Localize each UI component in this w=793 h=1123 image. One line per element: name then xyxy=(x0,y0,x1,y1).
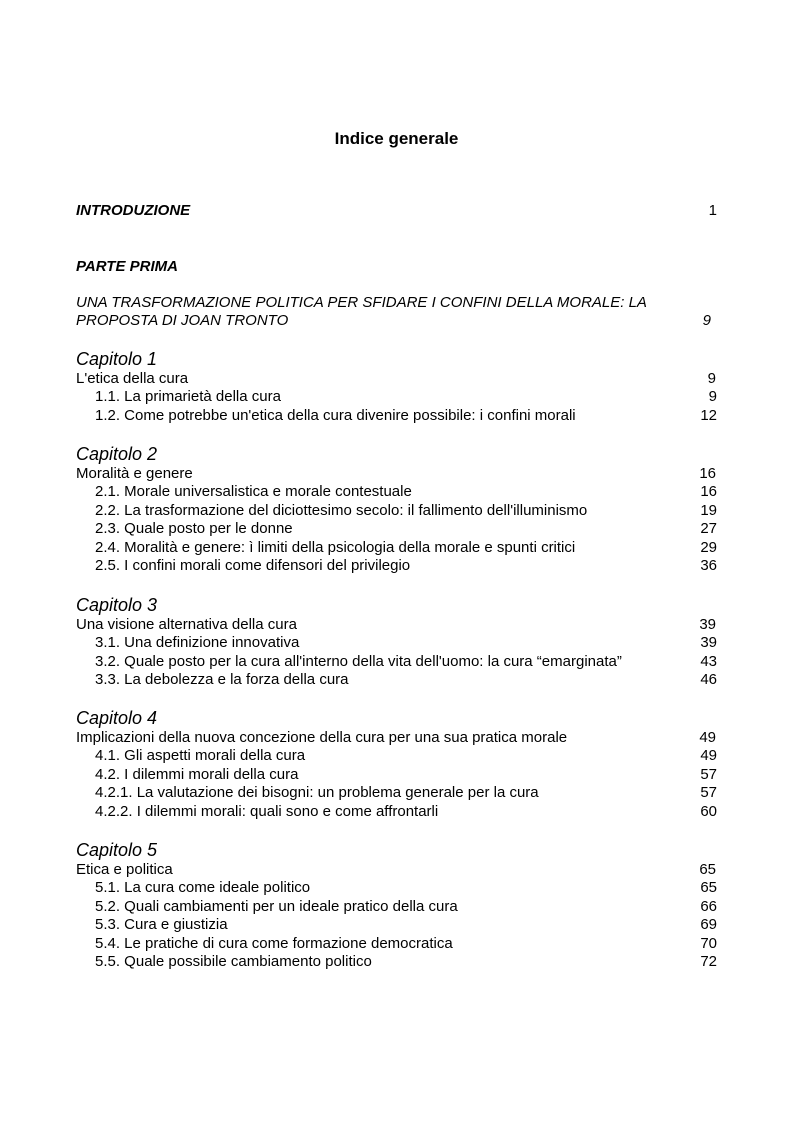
chapter-page: 65 xyxy=(699,861,716,878)
chapter-page: 9 xyxy=(707,370,716,387)
toc-page-introduzione: 1 xyxy=(708,202,717,219)
section-page: 72 xyxy=(700,953,717,970)
section-entry[interactable]: 1.2. Come potrebbe un'etica della cura divenire possibile: i confini morali xyxy=(95,406,576,424)
section-entry[interactable]: 5.2. Quali cambiamenti per un ideale pratico della cura xyxy=(95,897,458,915)
chapter-title[interactable]: L'etica della cura xyxy=(76,370,189,387)
chapter-heading: Capitolo 1 xyxy=(76,349,158,369)
toc-entry-introduzione[interactable]: INTRODUZIONE xyxy=(76,202,191,219)
section-entry[interactable]: 5.3. Cura e giustizia xyxy=(95,916,228,934)
page-title: Indice generale xyxy=(334,129,459,148)
section-entry[interactable]: 3.1. Una definizione innovativa xyxy=(95,634,300,652)
chapter-title[interactable]: Etica e politica xyxy=(76,861,173,878)
section-entry[interactable]: 3.2. Quale posto per la cura all'interno della vita dell'uomo: la cura “emarginata” xyxy=(95,652,622,670)
part-heading: PARTE PRIMA xyxy=(76,258,178,275)
chapter-title[interactable]: Una visione alternativa della cura xyxy=(76,616,297,633)
chapter-heading: Capitolo 4 xyxy=(76,708,158,728)
chapter-title[interactable]: Implicazioni della nuova concezione della cura per una sua pratica morale xyxy=(76,729,568,746)
section-entry[interactable]: 3.3. La debolezza e la forza della cura xyxy=(95,671,349,689)
chapter-page: 39 xyxy=(699,616,716,633)
chapter-page: 16 xyxy=(699,465,716,482)
section-page: 57 xyxy=(700,784,717,802)
part-title-line2[interactable]: PROPOSTA DI JOAN TRONTO xyxy=(76,312,289,329)
section-page: 16 xyxy=(700,483,717,501)
section-entry[interactable]: 2.3. Quale posto per le donne xyxy=(95,520,293,538)
section-entry[interactable]: 4.2.2. I dilemmi morali: quali sono e come affrontarli xyxy=(95,802,439,820)
chapter-heading: Capitolo 5 xyxy=(76,840,158,860)
section-page: 46 xyxy=(700,671,717,689)
section-entry[interactable]: 1.1. La primarietà della cura xyxy=(95,388,281,406)
part-title-line1[interactable]: UNA TRASFORMAZIONE POLITICA PER SFIDARE I CONFINI DELLA MORALE: LA xyxy=(76,294,647,311)
section-entry[interactable]: 5.5. Quale possibile cambiamento politico xyxy=(95,953,372,970)
chapter-heading: Capitolo 2 xyxy=(76,444,158,464)
section-page: 66 xyxy=(700,897,717,915)
section-page: 36 xyxy=(700,557,717,574)
section-entry[interactable]: 4.1. Gli aspetti morali della cura xyxy=(95,747,306,765)
section-page: 49 xyxy=(700,747,717,765)
section-entry[interactable]: 2.1. Morale universalistica e morale contestuale xyxy=(95,483,412,501)
section-page: 29 xyxy=(700,538,717,556)
section-entry[interactable]: 4.2.1. La valutazione dei bisogni: un problema generale per la cura xyxy=(95,784,539,802)
section-page: 70 xyxy=(700,934,717,952)
section-page: 39 xyxy=(700,634,717,652)
section-page: 60 xyxy=(700,802,717,820)
part-title-page: 9 xyxy=(702,312,711,329)
section-entry[interactable]: 2.4. Moralità e genere: ì limiti della psicologia della morale e spunti critici xyxy=(95,538,576,556)
section-entry[interactable]: 2.2. La trasformazione del diciottesimo secolo: il fallimento dell'illuminismo xyxy=(95,501,588,519)
section-page: 43 xyxy=(700,652,717,670)
section-page: 27 xyxy=(700,520,717,538)
chapter-page: 49 xyxy=(699,729,716,746)
section-entry[interactable]: 2.5. I confini morali come difensori del privilegio xyxy=(95,557,411,574)
section-entry[interactable]: 5.1. La cura come ideale politico xyxy=(95,879,311,897)
section-entry[interactable]: 4.2. I dilemmi morali della cura xyxy=(95,765,299,783)
section-page: 57 xyxy=(700,765,717,783)
chapter-heading: Capitolo 3 xyxy=(76,595,158,615)
section-page: 19 xyxy=(700,501,717,519)
section-entry[interactable]: 5.4. Le pratiche di cura come formazione democratica xyxy=(95,934,453,952)
section-page: 9 xyxy=(708,388,717,406)
section-page: 12 xyxy=(700,406,717,424)
section-page: 65 xyxy=(700,879,717,897)
chapter-title[interactable]: Moralità e genere xyxy=(76,465,193,482)
section-page: 69 xyxy=(700,916,717,934)
